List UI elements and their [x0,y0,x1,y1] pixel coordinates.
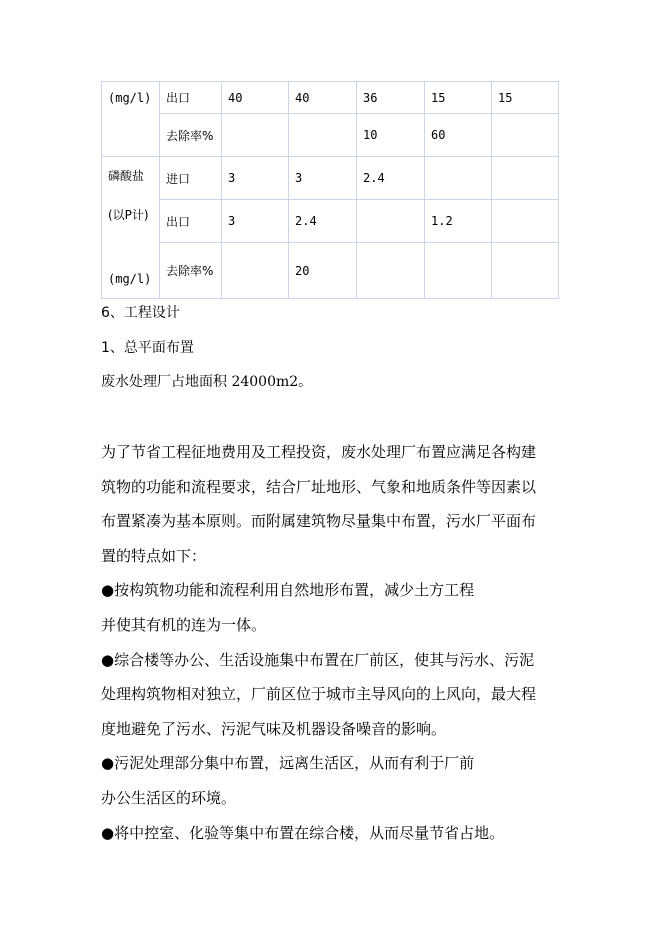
row-label: 出口 [160,200,222,243]
table-cell [289,114,357,157]
table-cell: 60 [425,114,492,157]
table-row [102,157,559,200]
table-cell [222,114,289,157]
section-title: 6、工程设计 [101,305,180,321]
area-value: 24000m2 [231,374,299,390]
bullet-line: 度地避免了污水、污泥气味及机器设备噪音的影响。 [101,720,447,738]
bullet-line: 处理构筑物相对独立，厂前区位于城市主导风向的上风向，最大程 [101,685,537,703]
table-cell [425,157,492,200]
paragraph-line: 布置紧凑为基本原则。而附属建筑物尽量集中布置，污水厂平面布 [101,512,537,530]
paragraph-line: 置的特点如下： [101,547,207,565]
param-name: 磷酸盐 [108,169,145,183]
param-cell-empty [102,114,160,157]
bullet-line: ●综合楼等办公、生活设施集中布置在厂前区，使其与污水、污泥 [101,651,535,669]
row-label: 出口 [160,82,222,114]
table-cell: 1.2 [425,200,492,243]
bullet-line: ●按构筑物功能和流程利用自然地形布置，减少土方工程 [101,581,475,599]
table-cell [425,243,492,299]
subsection-title: 1、总平面布置 [101,340,194,356]
bullet-line: 办公生活区的环境。 [101,789,237,807]
table-cell: 15 [425,82,492,114]
table-cell [492,114,559,157]
paragraph-line: 筑物的功能和流程要求，结合厂址地形、气象和地质条件等因素以 [101,478,537,496]
row-label: 进口 [160,157,222,200]
row-label: 去除率% [160,243,222,299]
param-basis: (以P计) [108,208,149,222]
area-line [101,372,312,392]
bullet-line: ●将中控室、化验等集中布置在综合楼，从而尽量节省占地。 [101,824,505,842]
paragraph-line: 为了节省工程征地费用及工程投资，废水处理厂布置应满足各构建 [101,443,537,461]
table-row [102,200,559,243]
table-cell: 40 [222,82,289,114]
row-label: 去除率% [160,114,222,157]
table-cell: 40 [289,82,357,114]
table-row [102,114,559,157]
table-row [102,82,559,114]
table-cell: 3 [222,200,289,243]
table-cell: 15 [492,82,559,114]
table-cell: 36 [357,82,425,114]
table-cell [357,200,425,243]
table-cell [492,243,559,299]
bullet-line: 并使其有机的连为一体。 [101,616,267,634]
table-cell [492,157,559,200]
table-cell: 10 [357,114,425,157]
table-cell [222,243,289,299]
area-prefix: 废水处理厂占地面积 [101,374,232,390]
table-cell: 2.4 [289,200,357,243]
bullet-line: ●污泥处理部分集中布置，远离生活区，从而有利于厂前 [101,754,475,772]
table-cell: 2.4 [357,157,425,200]
table-cell: 3 [222,157,289,200]
phosphate-param-cell [102,157,160,299]
table-row [102,243,559,299]
data-table [101,81,559,299]
param-unit: (mg/l) [108,272,152,286]
area-suffix: 。 [298,374,313,390]
table-cell [357,243,425,299]
table-cell [492,200,559,243]
table-cell: 3 [289,157,357,200]
table-cell: 20 [289,243,357,299]
param-cell: (mg/l) [102,82,160,114]
